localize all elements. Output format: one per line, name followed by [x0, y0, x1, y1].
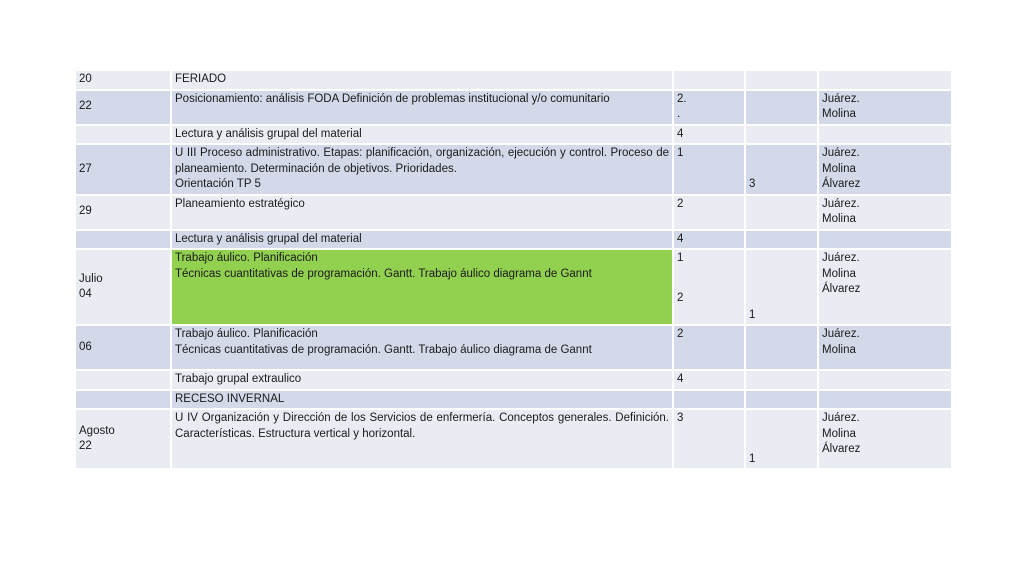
- activity-cell: [172, 410, 672, 468]
- teachers-cell: [819, 371, 951, 389]
- activity-cell: [172, 145, 672, 194]
- hours-line: .: [677, 108, 681, 120]
- teachers-cell: [819, 71, 951, 89]
- hours-line: 2: [677, 197, 684, 210]
- activity-cell: [172, 91, 672, 124]
- teachers-cell: [819, 231, 951, 249]
- date-cell: [76, 371, 170, 389]
- activity-cell: [172, 371, 672, 389]
- activity-cell: [172, 126, 672, 144]
- table-row: [76, 410, 951, 468]
- date-cell: [76, 196, 170, 229]
- activity-line: Trabajo áulico. Planificación: [175, 252, 318, 264]
- teacher-name: Juárez.: [822, 328, 860, 340]
- teacher-name: Molina: [822, 213, 856, 225]
- activity-line: Trabajo grupal extraulico: [175, 373, 302, 385]
- table-row: [76, 126, 951, 144]
- hours-cell: [674, 326, 744, 369]
- hours-line: 2.: [677, 92, 687, 105]
- teacher-name: Álvarez: [822, 443, 861, 455]
- week-cell: [746, 145, 817, 194]
- date-cell: [76, 250, 170, 324]
- date-line: 22: [79, 100, 92, 113]
- activity-line: FERIADO: [175, 73, 227, 85]
- week-cell: [746, 250, 817, 324]
- date-line: 29: [79, 205, 92, 218]
- teacher-name: Juárez.: [822, 412, 860, 424]
- date-line: Julio: [79, 272, 103, 285]
- date-line: 06: [79, 340, 92, 353]
- activity-line: RECESO INVERNAL: [175, 392, 285, 405]
- table-row: [76, 391, 951, 409]
- hours-cell: [674, 391, 744, 409]
- activity-line: Planeamiento estratégico: [175, 197, 305, 210]
- week-cell: [746, 371, 817, 389]
- teacher-name: Juárez.: [822, 147, 860, 159]
- activity-line: U IV Organización y Dirección de los Servicios de enfermería. Conceptos generales. Definición. Características. Estructura vertical y horizontal.: [175, 412, 669, 440]
- date-cell: [76, 391, 170, 409]
- activity-cell: [172, 391, 672, 409]
- teachers-cell: [819, 391, 951, 409]
- table-row: [76, 326, 951, 369]
- date-cell: [76, 91, 170, 124]
- week-cell: [746, 410, 817, 468]
- teacher-name: Juárez.: [822, 252, 860, 264]
- teacher-name: Álvarez: [822, 178, 861, 190]
- activity-cell: [172, 196, 672, 229]
- teacher-name: Molina: [822, 343, 856, 356]
- table-row: [76, 71, 951, 89]
- teacher-name: Juárez.: [822, 92, 860, 105]
- activity-cell: [172, 71, 672, 89]
- teacher-name: Juárez.: [822, 197, 860, 210]
- week-line: 1: [749, 308, 756, 321]
- activity-cell: [172, 250, 672, 324]
- activity-line: Posicionamiento: análisis FODA Definición de problemas institucional y/o comunitario: [175, 92, 610, 105]
- teachers-cell: [819, 91, 951, 124]
- hours-cell: [674, 145, 744, 194]
- week-cell: [746, 231, 817, 249]
- hours-cell: [674, 91, 744, 124]
- date-cell: [76, 326, 170, 369]
- activity-line: Técnicas cuantitativas de programación. Gantt. Trabajo áulico diagrama de Gannt: [175, 267, 592, 280]
- teachers-cell: [819, 196, 951, 229]
- hours-line: 2: [677, 328, 684, 340]
- hours-cell: [674, 71, 744, 89]
- teachers-cell: [819, 410, 951, 468]
- teachers-cell: [819, 250, 951, 324]
- date-cell: [76, 145, 170, 194]
- week-cell: [746, 71, 817, 89]
- week-line: 1: [749, 452, 756, 465]
- teachers-cell: [819, 145, 951, 194]
- date-line: 20: [79, 73, 92, 85]
- week-cell: [746, 326, 817, 369]
- hours-line: 4: [677, 373, 684, 385]
- hours-cell: [674, 371, 744, 389]
- teacher-name: Molina: [822, 162, 856, 175]
- activity-line: Lectura y análisis grupal del material: [175, 232, 362, 245]
- week-cell: [746, 91, 817, 124]
- activity-cell: [172, 231, 672, 249]
- table-row: [76, 231, 951, 249]
- week-cell: [746, 196, 817, 229]
- week-cell: [746, 391, 817, 409]
- hours-cell: [674, 410, 744, 468]
- activity-line: Técnicas cuantitativas de programación. Gantt. Trabajo áulico diagrama de Gannt: [175, 343, 592, 356]
- activity-line: Trabajo áulico. Planificación: [175, 328, 318, 340]
- week-line: 3: [749, 178, 756, 190]
- date-cell: [76, 410, 170, 468]
- hours-line: 4: [677, 232, 684, 245]
- table-row: [76, 250, 951, 324]
- hours-line: 1: [677, 147, 684, 159]
- activity-cell: [172, 326, 672, 369]
- date-cell: [76, 231, 170, 249]
- teacher-name: Molina: [822, 427, 856, 440]
- teachers-cell: [819, 326, 951, 369]
- teachers-cell: [819, 126, 951, 144]
- hours-cell: [674, 231, 744, 249]
- hours-line: 1: [677, 252, 684, 264]
- date-line: Agosto: [79, 424, 115, 437]
- teacher-name: Álvarez: [822, 283, 861, 295]
- table-row: [76, 91, 951, 124]
- teacher-name: Molina: [822, 108, 856, 120]
- table-row: [76, 145, 951, 194]
- hours-cell: [674, 250, 744, 324]
- table-row: [76, 196, 951, 229]
- schedule-table: [74, 69, 953, 470]
- teacher-name: Molina: [822, 267, 856, 280]
- date-cell: [76, 126, 170, 144]
- hours-line: 2: [677, 291, 684, 304]
- week-cell: [746, 126, 817, 144]
- hours-cell: [674, 126, 744, 144]
- activity-line: Lectura y análisis grupal del material: [175, 127, 362, 140]
- table-row: [76, 371, 951, 389]
- hours-cell: [674, 196, 744, 229]
- activity-line: Orientación TP 5: [175, 178, 261, 190]
- hours-line: 3: [677, 412, 684, 424]
- date-cell: [76, 71, 170, 89]
- date-line: 22: [79, 440, 92, 452]
- date-line: 27: [79, 162, 92, 175]
- date-line: 04: [79, 288, 92, 300]
- hours-line: 4: [677, 127, 684, 140]
- activity-line: U III Proceso administrativo. Etapas: planificación, organización, ejecución y control. Proceso de planeamiento. Determinación de objetivos. Prioridades.: [175, 147, 669, 175]
